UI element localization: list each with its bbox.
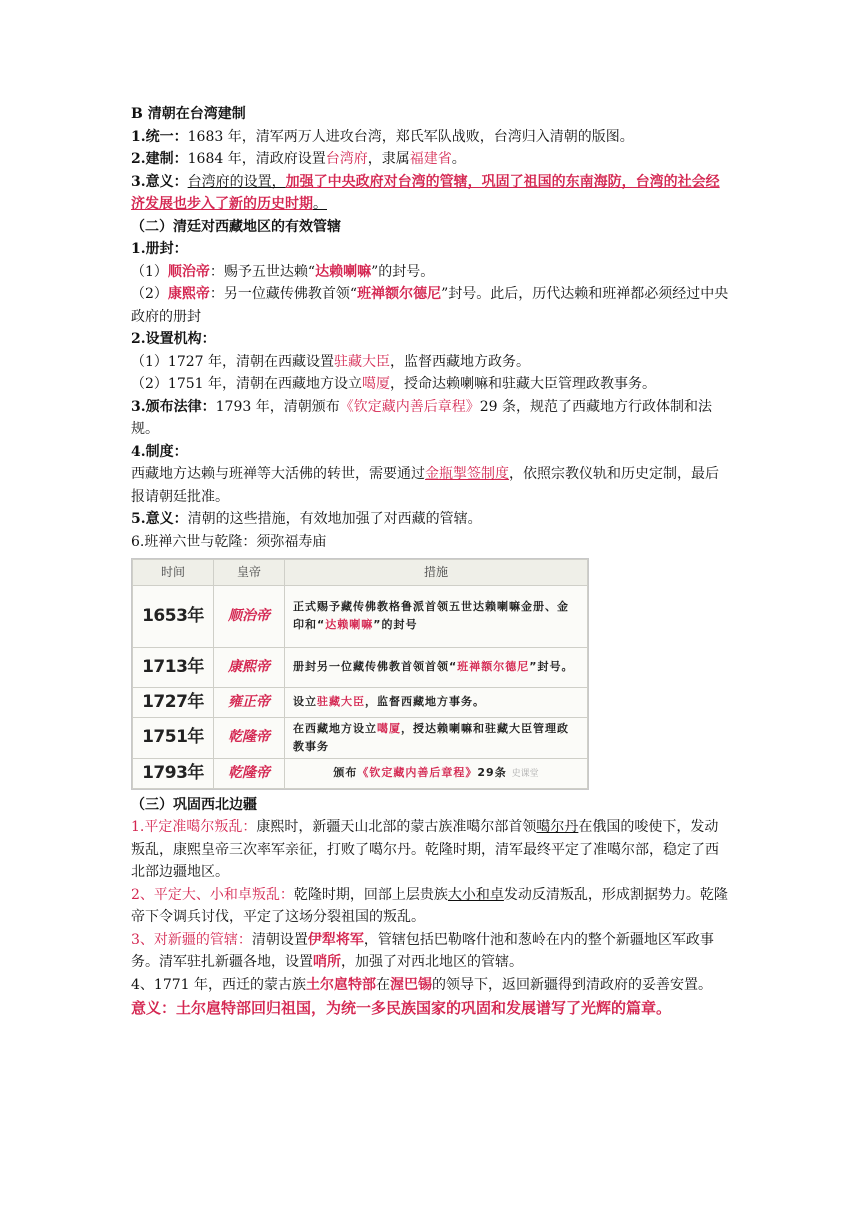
document-body [131,103,731,1020]
item-amban: （1）1727 年，清朝在西藏设置驻藏大臣，监督西藏地方政务。 [131,353,530,370]
table-cell-year: 1653年 [133,585,214,647]
table-cell-emperor: 雍正帝 [214,687,285,717]
measures-table-grid [132,559,588,789]
table-row [133,647,588,687]
paragraph-law: 3.颁布法律：1793 年，清朝颁布《钦定藏内善后章程》29 条，规范了西藏地方行政体制和法规。 [131,398,712,437]
paragraph-establish: 2.建制：1684 年，清政府设置台湾府，隶属福建省。 [131,151,466,167]
paragraph-significance-taiwan: 3.意义：台湾府的设置，加强了中央政府对台湾的管辖，巩固了祖国的东南海防，台湾的社会经济发展也步入了新的历史时期。 [131,173,720,212]
section-title-tibet: （二）清廷对西藏地区的有效管辖 [131,218,341,235]
table-cell-measure: 在西藏地方设立噶厦，授达赖喇嘛和驻藏大臣管理政教事务 [285,717,588,758]
table-header-row [133,560,588,586]
table-cell-measure: 设立驻藏大臣，监督西藏地方事务。 [285,687,588,717]
section-title-taiwan: B 清朝在台湾建制 [131,106,246,122]
heading-institutions: 2.设置机构： [131,331,216,347]
measures-table [131,558,589,790]
paragraph-xinjiang-admin: 3、对新疆的管辖：清朝设置伊犁将军，管辖包括巴勒喀什池和葱岭在内的整个新疆地区军政事务。清军驻扎新疆各地，设置哨所，加强了对西北地区的管辖。 [131,931,714,970]
table-header-time: 时间 [133,560,214,586]
item-kangxi: （2）康熙帝：另一位藏传佛教首领“班禅额尔德尼”封号。此后，历代达赖和班禅都必须经过中央政府的册封 [131,286,729,325]
item-kashag: （2）1751 年，清朝在西藏地方设立噶厦，授命达赖喇嘛和驻藏大臣管理政教事务。 [131,376,656,392]
item-shunzhi: （1）顺治帝：赐予五世达赖“达赖喇嘛”的封号。 [131,263,435,280]
paragraph-torghut: 4、1771 年，西迁的蒙古族土尔扈特部在渥巴锡的领导下，返回新疆得到清政府的妥善安置。 [131,976,712,993]
table-cell-measure: 颁布《钦定藏内善后章程》29条 史课堂 [285,758,588,788]
watermark-text: 史课堂 [511,768,539,779]
table-cell-emperor: 康熙帝 [214,647,285,687]
heading-system: 4.制度： [131,443,188,460]
table-row [133,758,588,788]
paragraph-significance-torghut: 意义：土尔扈特部回归祖国，为统一多民族国家的巩固和发展谱写了光辉的篇章。 [131,999,672,1017]
table-header-measures: 措施 [285,560,588,586]
table-cell-emperor: 乾隆帝 [214,758,285,788]
paragraph-khoja: 2、平定大、小和卓叛乱：乾隆时期，回部上层贵族大小和卓发动反清叛乱，形成割据势力。乾隆帝下令调兵讨伐，平定了这场分裂祖国的叛乱。 [131,886,728,925]
table-cell-measure: 册封另一位藏传佛教首领首领“班禅额尔德尼”封号。 [285,647,588,687]
paragraph-panchen-qianlong: 6.班禅六世与乾隆：须弥福寿庙 [131,533,327,550]
table-cell-year: 1793年 [133,758,214,788]
table-row [133,687,588,717]
paragraph-golden-urn: 西藏地方达赖与班禅等大活佛的转世，需要通过金瓶掣签制度，依照宗教仪轨和历史定制，最后报请朝廷批准。 [131,466,719,505]
paragraph-dzungar: 1.平定准噶尔叛乱：康熙时，新疆天山北部的蒙古族准噶尔部首领噶尔丹在俄国的唆使下，发动叛乱，康熙皇帝三次率军亲征，打败了噶尔丹。乾隆时期，清军最终平定了准噶尔部，稳定了西北部边疆地区。 [131,819,719,880]
heading-confer: 1.册封： [131,241,188,257]
table-cell-year: 1727年 [133,687,214,717]
paragraph-significance-tibet: 5.意义：清朝的这些措施，有效地加强了对西藏的管辖。 [131,511,482,527]
table-cell-emperor: 顺治帝 [214,585,285,647]
table-cell-year: 1713年 [133,647,214,687]
table-cell-year: 1751年 [133,717,214,758]
table-row [133,585,588,647]
table-header-emperor: 皇帝 [214,560,285,586]
section-title-northwest: （三）巩固西北边疆 [131,796,257,813]
table-cell-measure: 正式赐予藏传佛教格鲁派首领五世达赖喇嘛金册、金印和“达赖喇嘛”的封号 [285,585,588,647]
table-cell-emperor: 乾隆帝 [214,717,285,758]
table-row [133,717,588,758]
paragraph-unify: 1.统一：1683 年，清军两万人进攻台湾，郑氏军队战败，台湾归入清朝的版图。 [131,128,634,145]
